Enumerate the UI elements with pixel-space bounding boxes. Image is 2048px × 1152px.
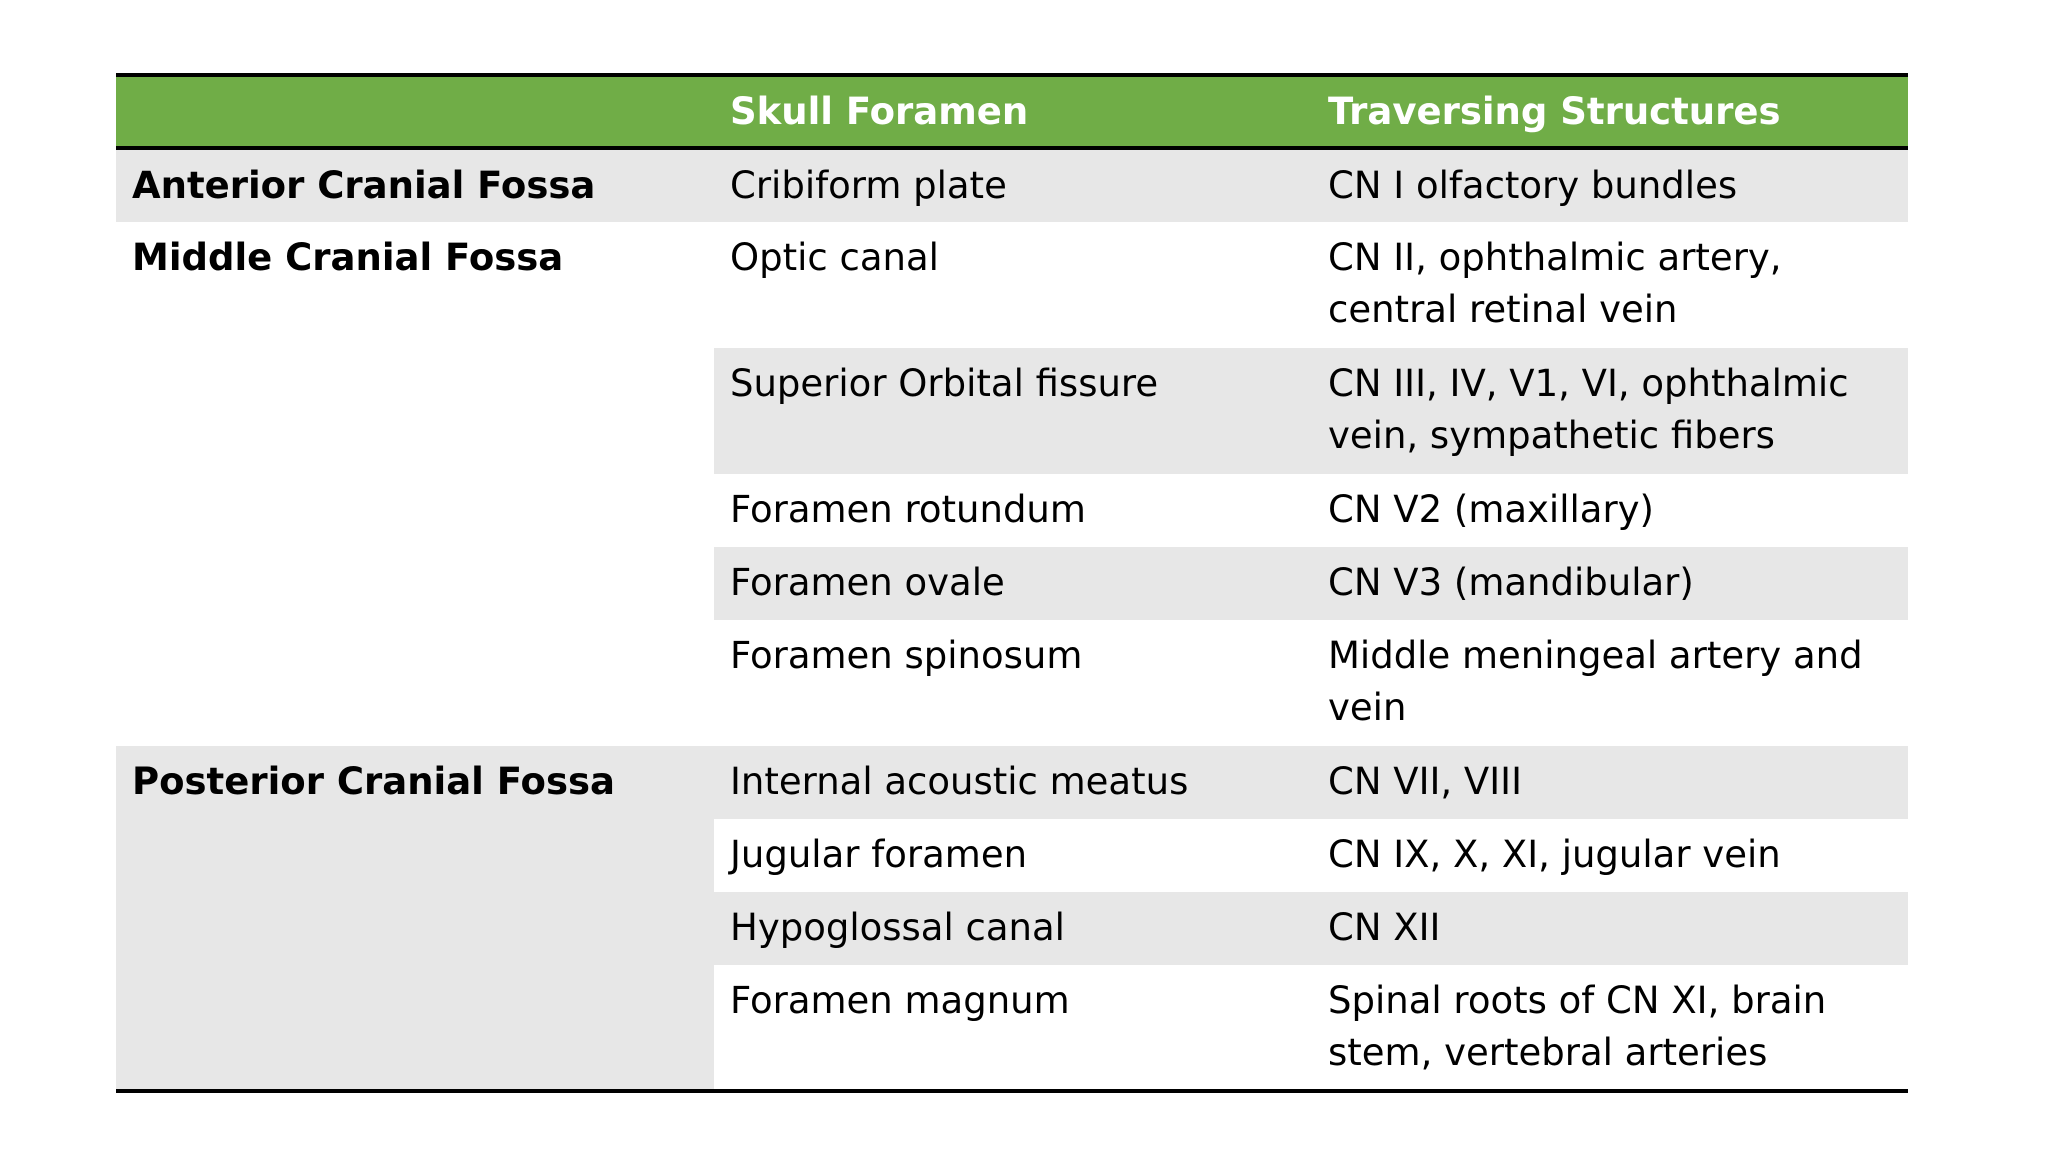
table-header-row — [116, 75, 1908, 148]
structures-cell: Middle meningeal artery and vein — [1312, 620, 1908, 746]
header-skull-foramen: Skull Foramen — [730, 89, 1029, 133]
header-region — [116, 75, 714, 148]
table-row — [116, 746, 1908, 819]
structures-cell: CN II, ophthalmic artery, central retinal vein — [1312, 222, 1908, 348]
foramen-table-container — [116, 73, 1908, 1093]
foramen-cell: Jugular foramen — [714, 819, 1312, 892]
foramen-cell: Foramen spinosum — [714, 620, 1312, 746]
foramen-cell: Foramen ovale — [714, 547, 1312, 620]
structures-cell: CN III, IV, V1, VI, ophthalmic vein, sympathetic fibers — [1312, 348, 1908, 474]
structures-cell: CN V3 (mandibular) — [1312, 547, 1908, 620]
structures-cell: CN XII — [1312, 892, 1908, 965]
foramen-cell: Foramen magnum — [714, 965, 1312, 1091]
header-traversing-structures: Traversing Structures — [1328, 89, 1781, 133]
foramen-cell: Superior Orbital fissure — [714, 348, 1312, 474]
foramen-cell: Internal acoustic meatus — [714, 746, 1312, 819]
table-row — [116, 148, 1908, 222]
structures-cell: CN I olfactory bundles — [1312, 148, 1908, 222]
foramen-cell: Foramen rotundum — [714, 474, 1312, 547]
foramen-cell: Optic canal — [714, 222, 1312, 348]
region-middle-cranial-fossa: Middle Cranial Fossa — [116, 222, 714, 746]
structures-cell: Spinal roots of CN XI, brain stem, vertebral arteries — [1312, 965, 1908, 1091]
region-posterior-cranial-fossa: Posterior Cranial Fossa — [116, 746, 714, 1091]
foramen-cell: Cribiform plate — [714, 148, 1312, 222]
skull-foramen-table — [116, 73, 1908, 1093]
structures-cell: CN VII, VIII — [1312, 746, 1908, 819]
region-anterior-cranial-fossa: Anterior Cranial Fossa — [116, 148, 714, 222]
foramen-cell: Hypoglossal canal — [714, 892, 1312, 965]
table-row — [116, 222, 1908, 348]
structures-cell: CN IX, X, XI, jugular vein — [1312, 819, 1908, 892]
structures-cell: CN V2 (maxillary) — [1312, 474, 1908, 547]
